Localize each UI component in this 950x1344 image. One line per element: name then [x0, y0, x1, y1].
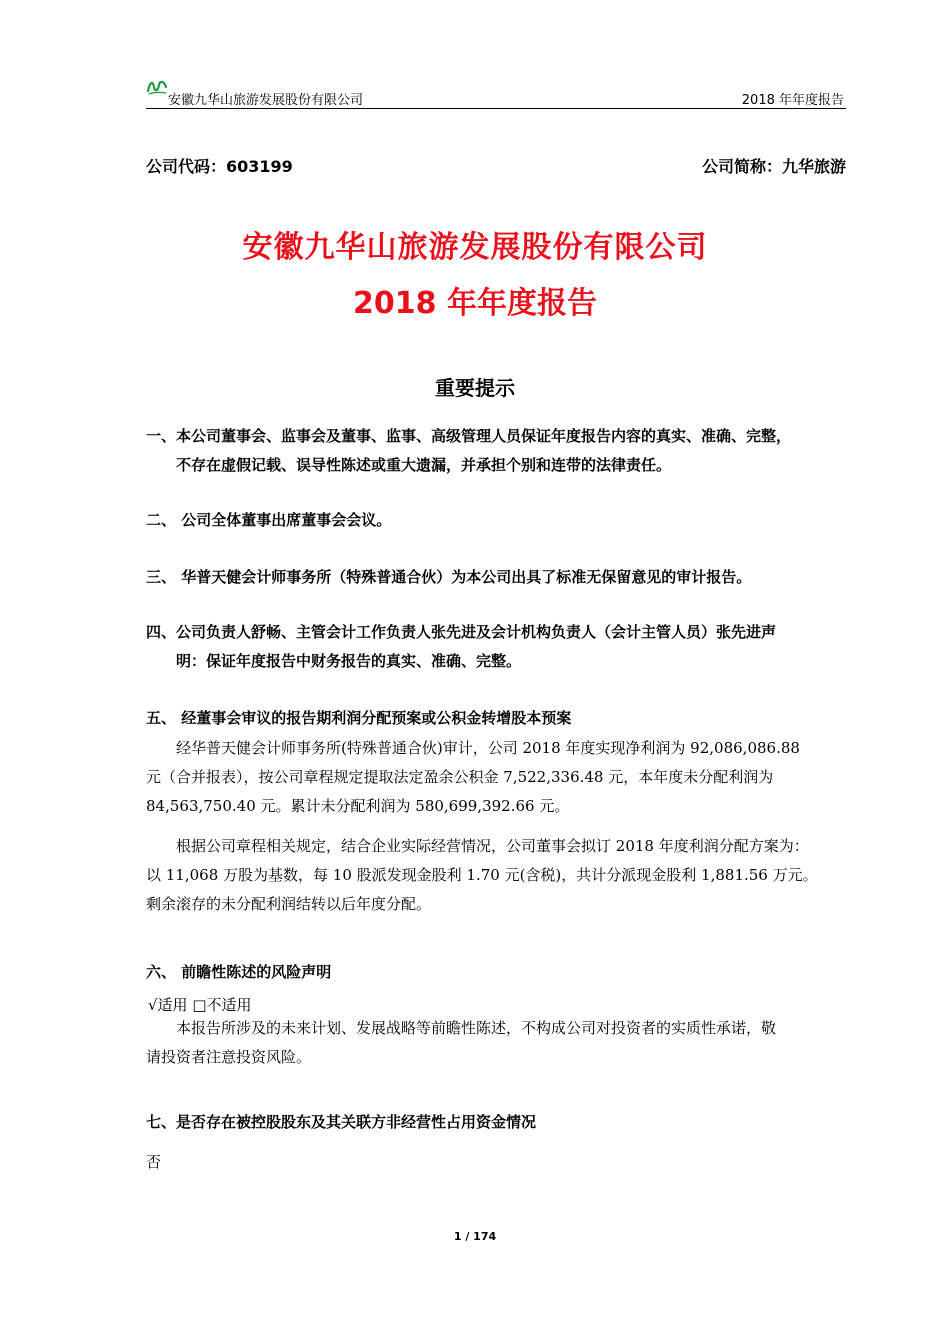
notice-item-3: 三、 华普天健会计师事务所（特殊普通合伙）为本公司出具了标准无保留意见的审计报告。	[146, 568, 752, 586]
notice-item-1-line2: 不存在虚假记载、误导性陈述或重大遗漏，并承担个别和连带的法律责任。	[176, 456, 672, 474]
notice-item-4-line1: 四、公司负责人舒畅、主管会计工作负责人张先进及会计机构负责人（会计主管人员）张先进声	[146, 623, 777, 641]
notice-item-1	[146, 422, 851, 480]
applicability-checkbox: √适用 □不适用	[148, 996, 252, 1014]
document-title-report: 2018 年年度报告	[353, 286, 597, 321]
notice-item-1-line1: 一、本公司董事会、监事会及董事、监事、高级管理人员保证年度报告内容的真实、准确、完整，	[146, 427, 792, 445]
distribution-line-1: 根据公司章程相关规定，结合企业实际经营情况，公司董事会拟订 2018 年度利润分配方案为：	[176, 837, 809, 855]
company-logo-icon	[146, 77, 168, 95]
profit-line-2: 元（合并报表），按公司章程规定提取法定盈余公积金 7,522,336.48 元，本年度未分配利润为	[146, 768, 774, 786]
notice-item-4	[146, 618, 851, 676]
risk-line-1: 本报告所涉及的未来计划、发展战略等前瞻性陈述，不构成公司对投资者的实质性承诺，敬	[176, 1019, 777, 1037]
profit-line-1: 经华普天健会计师事务所(特殊普通合伙)审计，公司 2018 年度实现净利润为 92,086,086.88	[176, 739, 800, 757]
notice-item-7-heading: 七、是否存在被控股股东及其关联方非经营性占用资金情况	[146, 1113, 537, 1131]
company-code: 公司代码：603199	[146, 157, 293, 176]
profit-paragraph	[146, 734, 851, 821]
risk-line-2: 请投资者注意投资风险。	[146, 1048, 312, 1066]
notice-item-7-answer: 否	[146, 1153, 162, 1171]
notice-item-4-line2: 明：保证年度报告中财务报告的真实、准确、完整。	[176, 652, 522, 670]
risk-paragraph	[146, 1014, 851, 1072]
distribution-line-3: 剩余滚存的未分配利润结转以后年度分配。	[146, 895, 432, 913]
page-number: 1 / 174	[453, 1230, 497, 1243]
notice-item-6-heading: 六、 前瞻性陈述的风险声明	[146, 963, 332, 981]
distribution-paragraph	[146, 832, 851, 919]
section-heading: 重要提示	[435, 376, 515, 400]
header-company-name: 安徽九华山旅游发展股份有限公司	[168, 93, 364, 108]
header-divider	[146, 108, 846, 109]
header-report-title: 2018 年年度报告	[741, 93, 844, 108]
notice-item-2: 二、 公司全体董事出席董事会会议。	[146, 511, 392, 529]
profit-line-3: 84,563,750.40 元。累计未分配利润为 580,699,392.66 元。	[146, 797, 570, 815]
distribution-line-2: 以 11,068 万股为基数，每 10 股派发现金股利 1.70 元(含税)，共计分派现金股利 1,881.56 万元。	[146, 866, 818, 884]
document-title-company: 安徽九华山旅游发展股份有限公司	[242, 230, 708, 265]
company-abbreviation: 公司简称：九华旅游	[701, 157, 846, 176]
notice-item-5-heading: 五、 经董事会审议的报告期利润分配预案或公积金转增股本预案	[146, 709, 572, 727]
